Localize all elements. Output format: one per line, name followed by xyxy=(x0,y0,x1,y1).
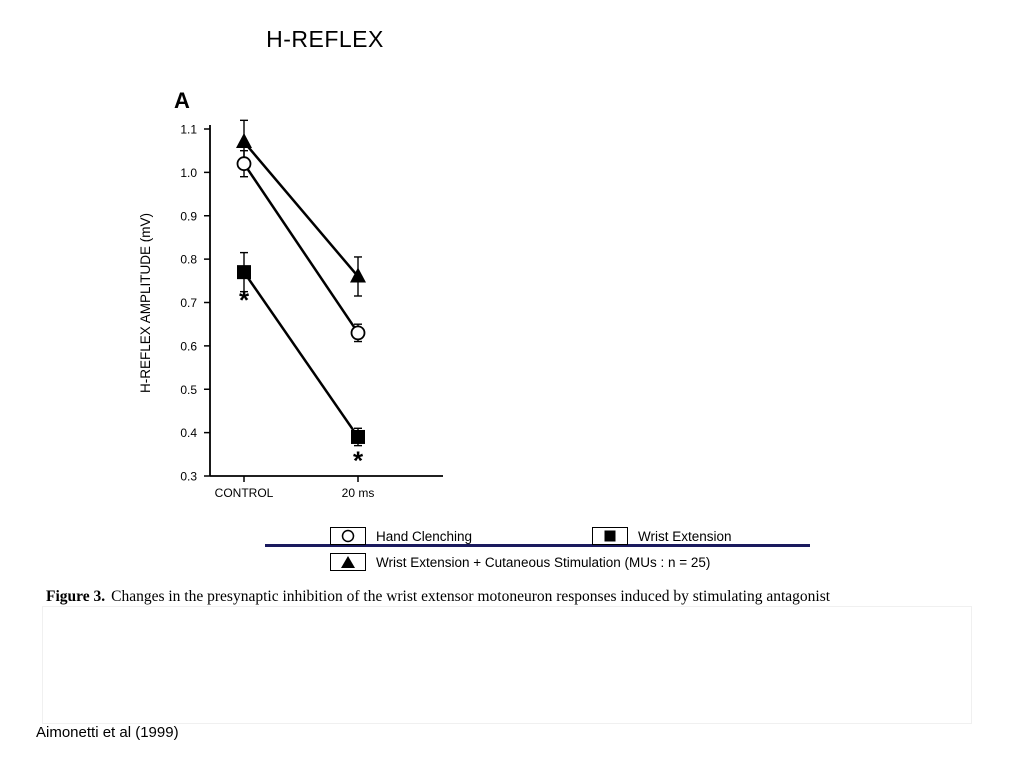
panel-label: A xyxy=(174,88,190,113)
legend-item-wrist-ext-cutaneous xyxy=(330,553,710,571)
y-tick-label: 0.4 xyxy=(180,426,197,441)
faded-caption-panel xyxy=(42,606,972,724)
filled-square-icon xyxy=(592,527,628,545)
y-tick-label: 0.5 xyxy=(180,382,197,397)
y-tick-label: 0.3 xyxy=(180,469,197,484)
significance-asterisk: * xyxy=(238,285,250,316)
citation: Aimonetti et al (1999) xyxy=(36,724,179,741)
y-tick-label: 1.0 xyxy=(180,165,197,180)
data-point-triangle xyxy=(236,133,252,148)
data-point-square xyxy=(237,265,251,279)
series-line-triangle xyxy=(244,142,358,276)
y-axis-label: H-REFLEX AMPLITUDE (mV) xyxy=(138,212,153,394)
significance-asterisk: * xyxy=(352,445,364,476)
legend-item-hand-clenching xyxy=(330,527,472,545)
chart-marks xyxy=(236,120,366,475)
data-point-circle xyxy=(352,326,365,339)
figure-caption xyxy=(46,588,830,606)
caption-label: Figure 3. xyxy=(46,588,106,605)
legend-label-wrist-ext-cutaneous: Wrist Extension + Cutaneous Stimulation (MUs : n = 25) xyxy=(376,554,711,570)
data-point-circle xyxy=(238,157,251,170)
axes xyxy=(180,123,443,501)
series-line-open-circle xyxy=(244,164,358,333)
y-tick-label: 0.8 xyxy=(180,252,197,267)
open-circle-icon xyxy=(330,527,366,545)
caption-text: Changes in the presynaptic inhibition of the wrist extensor motoneuron responses induced by stimulating antagonist xyxy=(111,588,831,605)
y-tick-label: 0.7 xyxy=(180,296,197,310)
x-tick-label: CONTROL xyxy=(214,486,274,500)
y-tick-label: 0.9 xyxy=(180,209,197,224)
data-point-square xyxy=(351,430,365,444)
legend-label-hand-clenching: Hand Clenching xyxy=(376,528,473,544)
series-line-filled-square xyxy=(244,272,358,437)
slide-title: H-REFLEX xyxy=(266,26,384,52)
filled-triangle-icon xyxy=(330,553,366,571)
legend-item-wrist-extension xyxy=(592,527,732,545)
y-tick-label: 1.1 xyxy=(180,122,197,137)
y-tick-label: 0.6 xyxy=(180,339,197,354)
x-tick-label: 20 ms xyxy=(341,486,375,500)
legend-label-wrist-extension: Wrist Extension xyxy=(638,528,732,544)
